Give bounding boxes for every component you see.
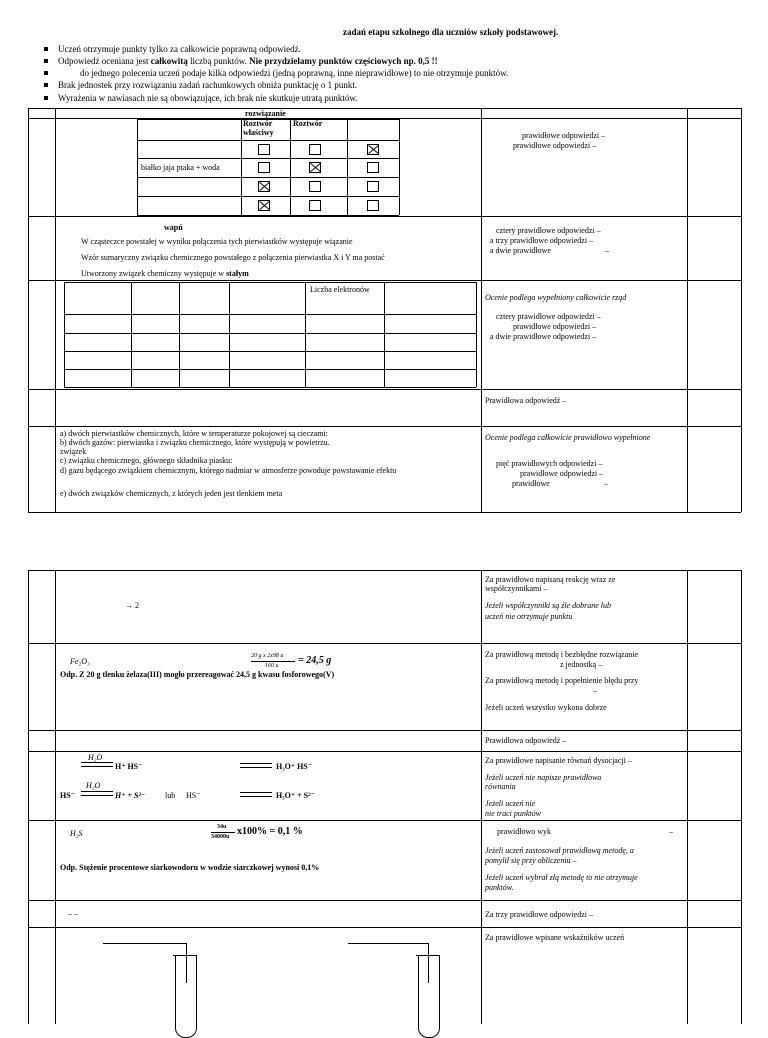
checked-checkbox (367, 144, 379, 155)
or-label: lub (165, 791, 176, 800)
task5-scoring-3-dash: – (604, 479, 608, 488)
answer-iron-oxide: Odp. Z 20 g tlenku żelaza(III) mogło przereagować 24,5 g kwasu fosforowego(V) (60, 670, 335, 679)
task2-scoring-3-dash: – (605, 246, 609, 255)
rule-1: Uczeń otrzymuje punkty tylko za całkowicie poprawną odpowiedź. (58, 44, 301, 54)
bullet-icon (44, 96, 48, 100)
fraction-numerator: 20 g x 2x98 u (251, 653, 284, 659)
equilibrium-arrow-icon (81, 762, 113, 763)
task5-line-b: b) dwóch gazów: pierwiastka i związku chemicznego, które występują w powietrzu. (60, 438, 330, 447)
row-label-egg-white: białko jaja ptaka + woda (141, 163, 220, 172)
r4-scoring-3: równania (485, 782, 516, 791)
r2-scoring-5: Jeżeli uczeń wszystko wykona dobrze (485, 703, 607, 712)
task3-scoring-2: prawidłowe odpowiedzi – (513, 322, 597, 331)
header-electron-count: Liczba elektronów (310, 285, 370, 294)
pointer-line (348, 943, 428, 944)
task5-line-c: c) związku chemicznego, głównego składnika piasku: (60, 456, 233, 465)
result-value: x100% = 0,1 % (237, 826, 303, 837)
task5-line-b2: związek (60, 447, 87, 456)
bullet-icon (44, 47, 48, 51)
header-roztwor: Roztwór (293, 119, 323, 128)
answer-h2s-concentration: Odp. Stężenie procentowe siarkowodoru w wodzie siarczkowej wynosi 0,1% (60, 863, 320, 872)
test-tube-icon (418, 955, 440, 1038)
r4-scoring-5: nie traci punktów (485, 809, 541, 818)
r1-scoring-4: uczeń nie otrzymuje punktu (485, 612, 573, 621)
reaction-arrow: → 2 (125, 601, 139, 610)
eq1-products: H⁺ HS⁻ (115, 762, 143, 771)
equilibrium-arrow-icon (240, 792, 272, 793)
task2-line-2: Wzór sumaryczny związku chemicznego powstałego z połączenia pierwiastka X i Y ma postać (81, 253, 385, 262)
formula-fe2o3: Fe₂O₃ (70, 657, 90, 666)
task5-scoring-3: prawidłowe (512, 479, 550, 488)
h2o-label: H₂O (88, 753, 103, 762)
r7-scoring: Za prawidłowe wpisane wskaźników uczeń (485, 933, 625, 942)
r5-scoring-3: pomylił się przy obliczeniu – (485, 856, 577, 865)
page-title: zadań etapu szkolnego dla uczniów szkoły podstawowej. (343, 27, 559, 37)
eq1b-products: H₃O⁺ HS⁻ (276, 762, 312, 771)
r5-scoring-1-dash: – (669, 827, 673, 836)
r1-scoring-3: Jeżeli współczynniki są źle dobrane lub (485, 601, 611, 610)
task3-scoring-1: cztery prawidłowe odpowiedzi – (496, 312, 601, 321)
task5-line-a: a) dwóch pierwiastków chemicznych, które w temperaturze pokojowej są cieczami: (60, 429, 328, 438)
r4-scoring-2: Jeżeli uczeń nie napisze prawidłowo (485, 773, 602, 782)
rule-4: Brak jednostek przy rozwiązaniu zadań rachunkowych obniża punktację o 1 punkt. (58, 80, 358, 90)
bullet-icon (44, 71, 48, 75)
task5-scoring-2: prawidłowe odpowiedzi – (520, 469, 604, 478)
checkbox (367, 162, 379, 173)
rule-3: do jednego polecenia uczeń podaje kilka odpowiedzi (jedną poprawną, inne nieprawidłowe) to nie otrzymuje punktów. (80, 68, 509, 78)
checkbox (258, 144, 270, 155)
fraction-denominator: 34000u (211, 834, 230, 840)
task5-scoring-1: pięć prawidłowych odpowiedzi – (496, 459, 603, 468)
r1-scoring-1: Za prawidłowo napisaną reakcję wraz ze (485, 575, 616, 584)
rule-5: Wyrażenia w nawiasach nie są obowiązujące, ich brak nie skutkuje utratą punktów. (58, 93, 358, 103)
fraction-bar (251, 661, 295, 662)
bullet-icon (44, 83, 48, 87)
task3-scoring-3: a dwie prawidłowe odpowiedzi – (490, 332, 597, 341)
r2-scoring-3: Za prawidłową metodę i popełnienie błędu przy (485, 676, 639, 685)
r4-scoring-1: Za prawidłowe napisanie równań dysocjacji – (485, 756, 632, 765)
task2-line-1: W cząsteczce powstałej w wyniku połączenia tych pierwiastków występuje wiązanie (81, 237, 353, 246)
result-value: = 24,5 g (298, 655, 332, 666)
eq2-products: H⁺ + S²⁻ (115, 791, 146, 800)
checked-checkbox (258, 200, 270, 211)
task5-scoring-note: Ocenie podlega całkowicie prawidłowo wypełnione (485, 433, 651, 442)
task1-scoring-1: prawidłowe odpowiedzi – (522, 131, 606, 140)
task2-title: wapń (164, 223, 183, 232)
task2-line-3: Utworzony związek chemiczny występuje w stałym (81, 269, 249, 278)
task2-scoring-2: a trzy prawidłowe odpowiedzi – (490, 236, 594, 245)
r1-scoring-2: współczynnikami – (485, 584, 548, 593)
column-header-solution: rozwiązanie (245, 109, 286, 118)
fraction-bar (211, 832, 235, 833)
equilibrium-arrow-icon (81, 791, 113, 792)
eq2b-reactant: HS⁻ (186, 791, 201, 800)
checked-checkbox (309, 162, 321, 173)
r2-scoring-1: Za prawidłową metodę i bezbłędne rozwiązanie (485, 650, 639, 659)
task4-scoring: Prawidłowa odpowiedź – (485, 396, 567, 405)
r6-scoring: Za trzy prawidłowe odpowiedzi – (485, 910, 593, 919)
checkbox (258, 162, 270, 173)
r2-scoring-4: – (593, 686, 597, 695)
pointer-line (103, 943, 186, 944)
fraction-numerator: 34u (217, 824, 227, 830)
test-tube-icon (175, 955, 197, 1038)
r6-dashes: – – (68, 909, 78, 918)
r5-scoring-4: Jeżeli uczeń wybrał złą metodę to nie otrzymuje (485, 873, 638, 882)
task3-scoring-note: Ocenie podlega wypełniony całkowicie rząd (485, 293, 627, 302)
r5-scoring-5: punktów. (485, 883, 514, 892)
bullet-icon (44, 59, 48, 63)
task2-scoring-3: a dwie prawidłowe (490, 246, 551, 255)
fraction-denominator: 160 u (265, 663, 279, 669)
r4-scoring-4: Jeżeli uczeń nie (485, 799, 536, 808)
r5-scoring-2: Jeżeli uczeń zastosował prawidłową metodę, a (485, 846, 634, 855)
eq2b-products: H₃O⁺ + S²⁻ (276, 791, 315, 800)
formula-h2s: H₂S (70, 829, 83, 838)
rule-2: Odpowiedź oceniana jest całkowitą liczbą punktów. Nie przydzielamy punktów częściowych np. 0,5 !! (58, 56, 438, 66)
task1-scoring-2: prawidłowe odpowiedzi – (513, 141, 597, 150)
task5-line-e: e) dwóch związków chemicznych, z których jeden jest tlenkiem meta (60, 489, 283, 498)
checkbox (367, 181, 379, 192)
checkbox (309, 144, 321, 155)
checkbox (367, 200, 379, 211)
r3-scoring: Prawidłowa odpowiedź – (485, 736, 567, 745)
checked-checkbox (258, 181, 270, 192)
header-roztwor-wlasciwy: Roztwór właściwy (243, 119, 274, 137)
r5-scoring-1: prawidłowo wyk (497, 827, 551, 836)
equilibrium-arrow-icon (240, 763, 272, 764)
checkbox (309, 181, 321, 192)
checkbox (309, 200, 321, 211)
task5-line-d: d) gazu będącego związkiem chemicznym, którego nadmiar w atmosferze powoduje powstawanie efektu (60, 466, 397, 475)
eq2-reactant: HS⁻ (60, 791, 75, 800)
h2o-label-2: H₂O (86, 781, 101, 790)
task2-scoring-1: cztery prawidłowe odpowiedzi – (496, 226, 601, 235)
r2-scoring-2: z jednostką – (560, 660, 603, 669)
